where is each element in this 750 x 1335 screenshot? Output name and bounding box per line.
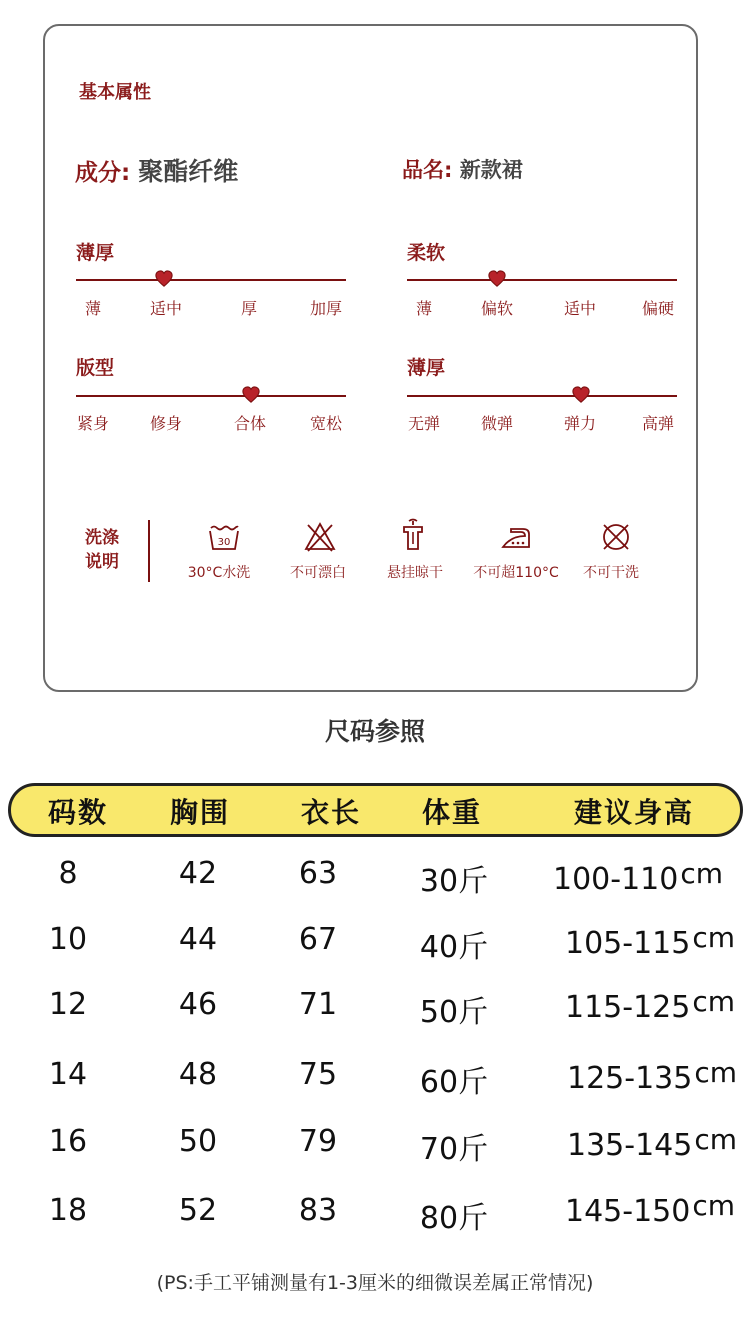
softness-label: 柔软	[407, 242, 446, 264]
cell-height	[552, 857, 724, 897]
cell-height	[566, 1123, 738, 1163]
elasticity-label: 薄厚	[407, 357, 446, 379]
cell-weight: 80斤	[419, 1201, 489, 1236]
wash-temp-text: 30	[217, 537, 231, 548]
elasticity-tick: 无弹	[407, 414, 441, 433]
cell-weight: 60斤	[419, 1065, 489, 1100]
thickness-tick: 加厚	[309, 299, 343, 318]
wash-label: 不可干洗	[583, 565, 639, 581]
basic-attributes-title: 基本属性	[79, 82, 151, 103]
cell-size: 12	[48, 987, 88, 1022]
height-unit: cm	[692, 921, 736, 954]
softness-tick: 偏硬	[641, 299, 675, 318]
thickness-track	[76, 279, 346, 281]
measurement-note: (PS:手工平铺测量有1-3厘米的细微误差属正常情况)	[156, 1272, 594, 1294]
cell-chest: 50	[178, 1124, 218, 1159]
height-unit: cm	[692, 1189, 736, 1222]
size-reference-title: 尺码参照	[324, 717, 425, 746]
thickness-tick: 厚	[240, 299, 258, 318]
fit-tick: 宽松	[309, 414, 343, 433]
cell-chest: 46	[178, 987, 218, 1022]
cell-chest: 52	[178, 1193, 218, 1228]
cell-weight: 50斤	[419, 995, 489, 1030]
wash-divider	[148, 520, 150, 582]
product-name-value: 新款裙	[459, 158, 523, 182]
height-range: 100-110	[552, 862, 679, 897]
composition-key: 成分:	[75, 160, 131, 186]
elasticity-track	[407, 395, 677, 397]
height-unit: cm	[694, 1056, 738, 1089]
softness-heart-icon	[488, 270, 506, 288]
wash-label: 30°C水洗	[187, 565, 251, 581]
softness-tick: 适中	[563, 299, 597, 318]
height-unit: cm	[694, 1123, 738, 1156]
cell-size: 10	[48, 922, 88, 957]
thickness-heart-icon	[155, 270, 173, 288]
fit-tick: 修身	[149, 414, 183, 433]
wash-title-line1: 洗涤	[85, 528, 119, 548]
cell-size: 8	[58, 856, 78, 891]
header-weight: 体重	[421, 796, 483, 829]
cell-size: 14	[48, 1057, 88, 1092]
fit-tick: 合体	[233, 414, 267, 433]
cell-weight: 40斤	[419, 930, 489, 965]
cell-height	[564, 921, 736, 961]
cell-length: 75	[298, 1057, 338, 1092]
no-dry-clean-icon	[599, 520, 633, 554]
elasticity-tick: 微弹	[480, 414, 514, 433]
wash-30-icon	[207, 520, 241, 554]
softness-tick: 偏软	[480, 299, 514, 318]
cell-chest: 44	[178, 922, 218, 957]
cell-length: 67	[298, 922, 338, 957]
thickness-label: 薄厚	[76, 242, 115, 264]
cell-length: 63	[298, 856, 338, 891]
cell-length: 71	[298, 987, 338, 1022]
elasticity-heart-icon	[572, 386, 590, 404]
attribute-card	[43, 24, 698, 692]
fit-track	[76, 395, 346, 397]
height-unit: cm	[692, 985, 736, 1018]
cell-height	[566, 1056, 738, 1096]
wash-label: 不可超110°C	[473, 565, 559, 581]
height-range: 105-115	[564, 926, 691, 961]
softness-track	[407, 279, 677, 281]
composition-value: 聚酯纤维	[138, 157, 239, 186]
product-name-row	[402, 154, 523, 184]
wash-instructions-title	[85, 526, 119, 574]
height-range: 125-135	[566, 1061, 693, 1096]
cell-weight: 30斤	[419, 864, 489, 899]
height-unit: cm	[680, 857, 724, 890]
height-range: 115-125	[564, 990, 691, 1025]
cell-height	[564, 1189, 736, 1229]
header-size: 码数	[47, 796, 109, 829]
header-length: 衣长	[300, 796, 362, 829]
hang-dry-icon	[396, 518, 430, 552]
cell-chest: 48	[178, 1057, 218, 1092]
iron-icon	[499, 520, 533, 554]
wash-title-line2: 说明	[85, 552, 119, 572]
cell-chest: 42	[178, 856, 218, 891]
wash-label: 悬挂晾干	[387, 565, 443, 581]
cell-size: 16	[48, 1124, 88, 1159]
height-range: 145-150	[564, 1194, 691, 1229]
header-chest: 胸围	[169, 796, 231, 829]
elasticity-tick: 高弹	[641, 414, 675, 433]
softness-tick: 薄	[415, 299, 433, 318]
header-height: 建议身高	[573, 796, 695, 829]
thickness-tick: 适中	[149, 299, 183, 318]
product-name-key: 品名:	[402, 158, 453, 182]
cell-height	[564, 985, 736, 1025]
cell-length: 79	[298, 1124, 338, 1159]
wash-label: 不可漂白	[290, 565, 346, 581]
cell-weight: 70斤	[419, 1132, 489, 1167]
composition-row	[75, 152, 238, 188]
cell-size: 18	[48, 1193, 88, 1228]
fit-label: 版型	[76, 357, 115, 379]
fit-tick: 紧身	[76, 414, 110, 433]
fit-heart-icon	[242, 386, 260, 404]
no-bleach-icon	[303, 520, 337, 554]
cell-length: 83	[298, 1193, 338, 1228]
elasticity-tick: 弹力	[563, 414, 597, 433]
height-range: 135-145	[566, 1128, 693, 1163]
thickness-tick: 薄	[84, 299, 102, 318]
